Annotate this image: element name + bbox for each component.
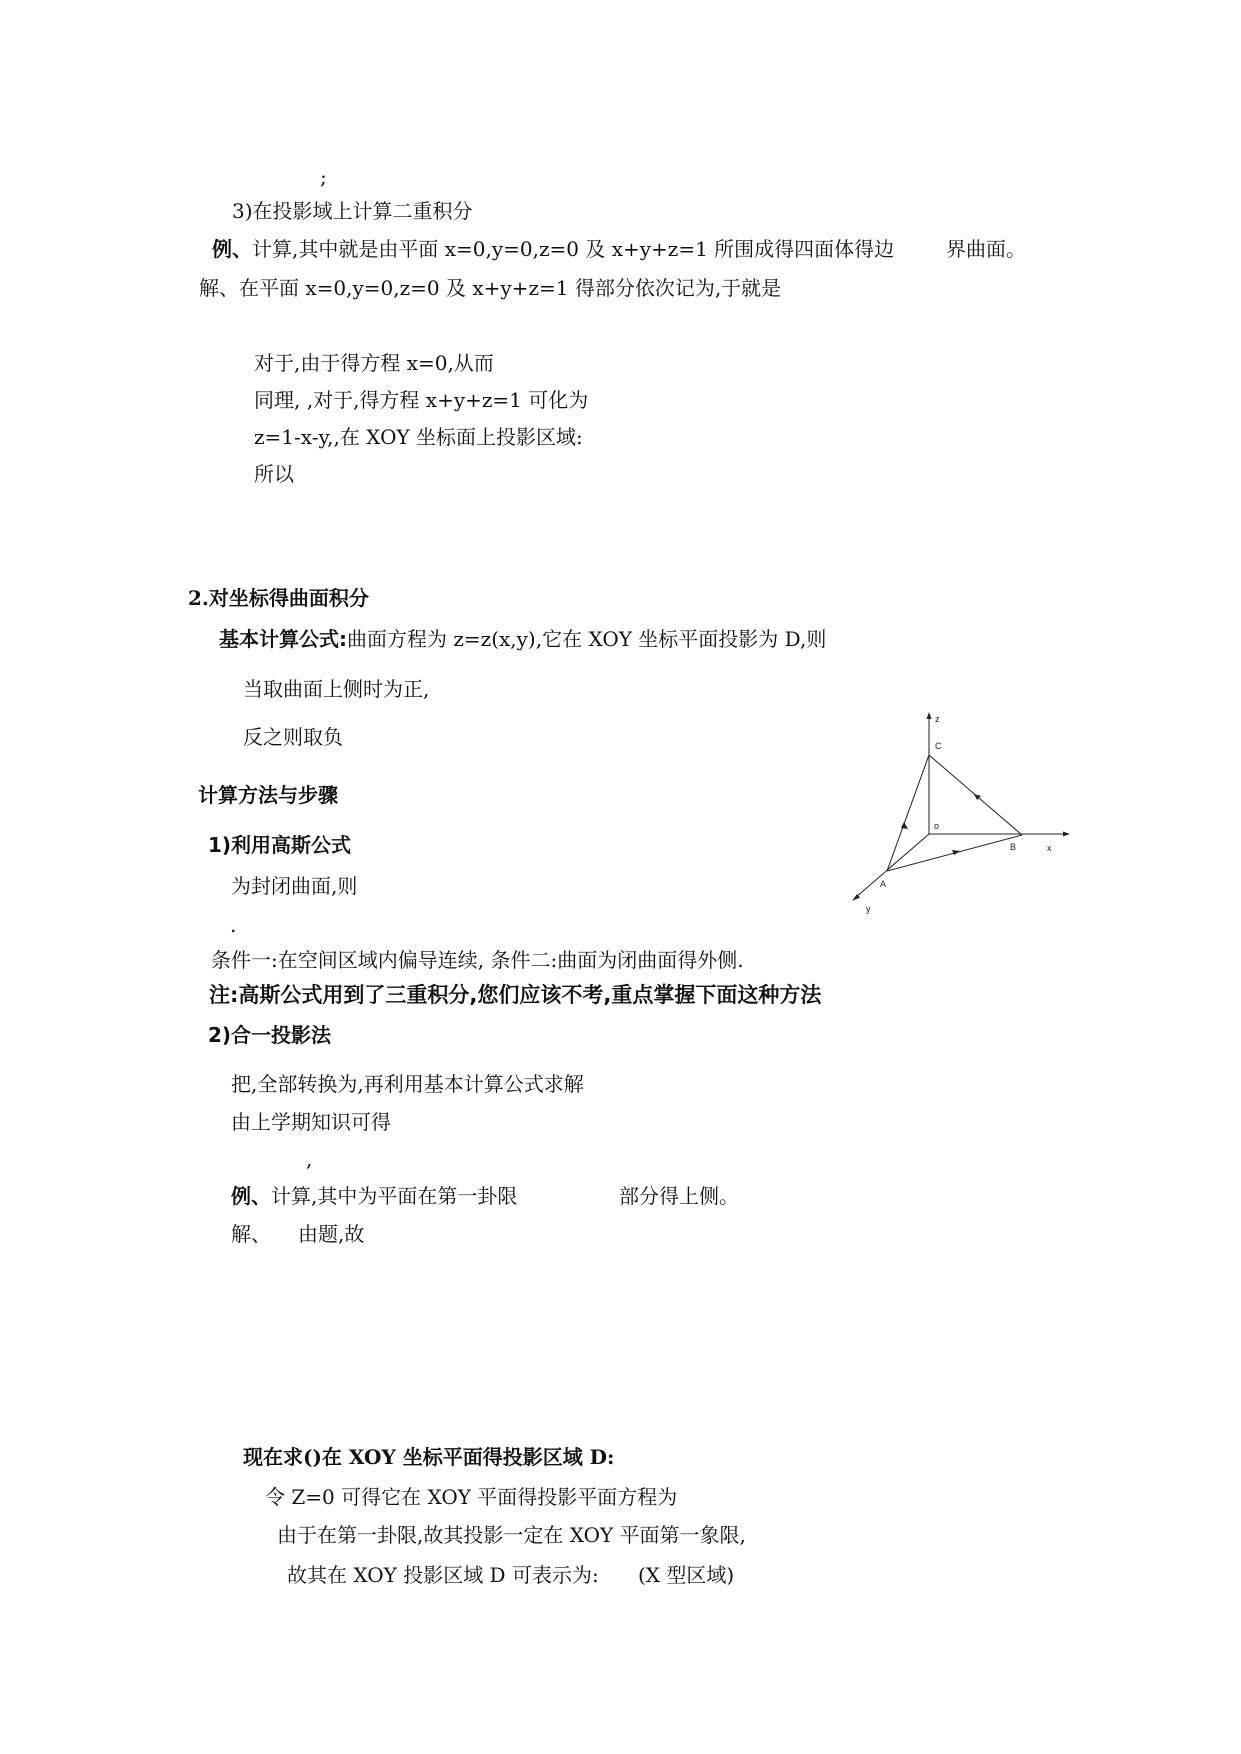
semicolon-line: ;	[320, 165, 327, 189]
closed-surface-text: 为封闭曲面,则	[231, 874, 358, 898]
edge-ab-arrow-icon	[952, 850, 960, 855]
solution-line-3: z=1-x-y,,在 XOY 坐标面上投影区域:	[254, 425, 583, 449]
projection-equation-text: 令 Z=0 可得它在 XOY 平面得投影平面方程为	[265, 1485, 678, 1509]
x-type-region-text: (X 型区域)	[638, 1563, 735, 1587]
basic-formula-line	[219, 627, 826, 651]
solution-line-1: 对于,由于得方程 x=0,从而	[254, 351, 494, 375]
solution-1-text: 解、在平面 x=0,y=0,z=0 及 x+y+z=1 得部分依次记为,于就是	[199, 276, 782, 300]
x-axis-arrow-icon	[1063, 832, 1070, 837]
projection-heading: 2)合一投影法	[208, 1023, 332, 1047]
example-1-line	[212, 237, 894, 261]
example-2-line	[231, 1184, 517, 1208]
solution-line-2: 同理, ,对于,得方程 x+y+z=1 可化为	[254, 388, 589, 412]
prior-knowledge-text: 由上学期知识可得	[231, 1110, 391, 1134]
edge-ca	[887, 755, 929, 871]
point-b-label: B	[1010, 842, 1017, 852]
tetrahedron-diagram	[852, 712, 1082, 927]
period-line: .	[230, 913, 237, 937]
example-1-text-end: 界曲面。	[946, 237, 1026, 261]
y-axis-label: y	[866, 904, 871, 914]
example-2-label: 例、	[231, 1184, 271, 1208]
comma-line: ,	[306, 1147, 313, 1171]
x-axis-label: x	[1047, 843, 1052, 853]
z-axis-arrow-icon	[927, 712, 932, 719]
origin-label: o	[934, 821, 940, 831]
y-axis	[855, 834, 929, 898]
basic-formula-text: 曲面方程为 z=z(x,y),它在 XOY 坐标平面投影为 D,则	[347, 627, 827, 651]
domain-representation-text: 故其在 XOY 投影区域 D 可表示为:	[287, 1563, 599, 1587]
point-a-label: A	[880, 879, 887, 889]
method-heading: 计算方法与步骤	[198, 783, 338, 807]
example-2-text: 计算,其中为平面在第一卦限	[271, 1184, 518, 1208]
example-2-text-end: 部分得上侧。	[619, 1184, 739, 1208]
section-2-heading: 2.对坐标得曲面积分	[188, 586, 369, 610]
edge-ca-arrow-icon	[901, 822, 908, 829]
point-c-label: C	[935, 741, 942, 751]
example-label: 例、	[212, 237, 252, 261]
example-1-text: 计算,其中就是由平面 x=0,y=0,z=0 及 x+y+z=1 所围成得四面体得边	[252, 237, 895, 261]
step-3-text: 3)在投影域上计算二重积分	[232, 199, 473, 223]
solution-2-label: 解、	[231, 1222, 271, 1246]
convert-text: 把,全部转换为,再利用基本计算公式求解	[231, 1072, 584, 1096]
z-axis-label: z	[935, 714, 940, 724]
conditions-text: 条件一:在空间区域内偏导连续, 条件二:曲面为闭曲面得外侧.	[211, 948, 744, 972]
otherwise-text: 反之则取负	[243, 725, 343, 749]
gauss-heading: 1)利用高斯公式	[208, 833, 352, 857]
projection-domain-heading: 现在求()在 XOY 坐标平面得投影区域 D:	[243, 1445, 615, 1469]
note-text: 注:高斯公式用到了三重积分,您们应该不考,重点掌握下面这种方法	[209, 983, 822, 1007]
solution-2-text: 由题,故	[298, 1222, 365, 1246]
upper-side-text: 当取曲面上侧时为正,	[243, 677, 430, 701]
solution-line-4: 所以	[254, 462, 294, 486]
basic-formula-label: 基本计算公式:	[219, 627, 347, 651]
first-octant-text: 由于在第一卦限,故其投影一定在 XOY 平面第一象限,	[277, 1523, 746, 1547]
